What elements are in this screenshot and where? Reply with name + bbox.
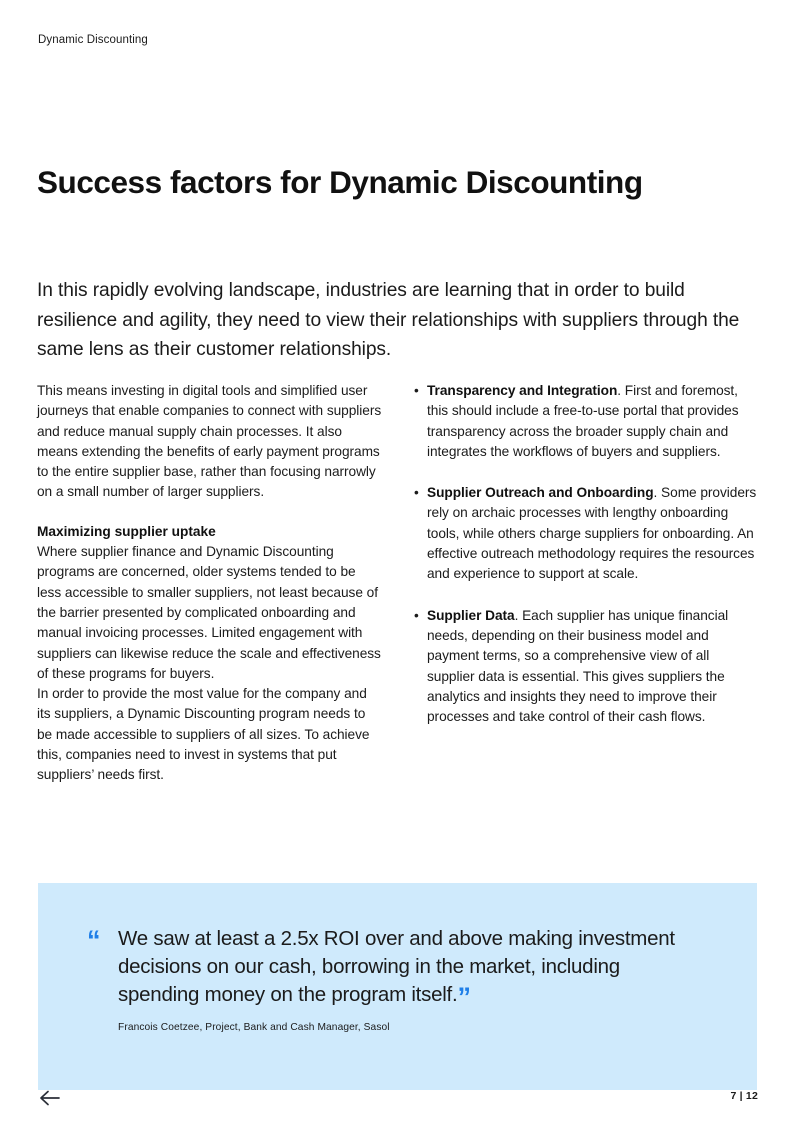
arrow-left-icon[interactable] xyxy=(37,1088,63,1108)
bullet-lead-label: Supplier Data xyxy=(427,607,515,623)
bullet-body-text: . Each supplier has unique financial needs, depending on their business model and payment terms, so a comprehensive view of all supplier data is essential. This gives suppliers the analytics and insights they need to improve their processes and take control of their cash flows. xyxy=(427,607,729,725)
bullet-lead-label: Transparency and Integration xyxy=(427,383,618,398)
bullet-lead-label: Supplier Outreach and Onboarding xyxy=(427,485,654,501)
left-paragraph-2: Where supplier finance and Dynamic Discounting programs are concerned, older systems tended to be less accessible to smaller suppliers, not least because of the barrier presented by complicated onboarding and manual invoicing processes. Limited engagement with suppliers can likewise reduce the scale and effectiveness of these programs for buyers. xyxy=(37,544,381,681)
pull-quote-text-block: “ We saw at least a 2.5x ROI over and above making investment decisions on our cash, borrowing in the market, including spending money on the program itself.” xyxy=(87,925,675,1012)
list-item xyxy=(413,381,759,462)
pull-quote-content xyxy=(87,925,678,1035)
list-item xyxy=(413,483,759,584)
page-footer xyxy=(37,1088,758,1110)
left-paragraph-3: In order to provide the most value for the company and its suppliers, a Dynamic Discounting program needs to be made accessible to suppliers of all sizes. To achieve this, companies need to invest in systems that put suppliers’ needs first. xyxy=(37,686,370,783)
bullet-body-text: . First and foremost, this should include a free-to-use portal that provides transparency across the broader supply chain and integrates the workflows of buyers and suppliers. xyxy=(427,383,739,459)
left-section-uptake xyxy=(37,522,382,684)
page-title: Success factors for Dynamic Discounting xyxy=(37,164,643,200)
two-column-body xyxy=(37,381,759,786)
left-paragraph-1: This means investing in digital tools and simplified user journeys that enable companies to connect with suppliers and reduce manual supply chain processes. It also means extending the benefits of early payment programs to the entire supplier base, rather than focusing narrowly on a small number of larger suppliers. xyxy=(37,383,382,500)
page-number-indicator: 7 | 12 xyxy=(730,1090,758,1102)
right-column xyxy=(413,381,759,786)
success-factors-list xyxy=(413,381,759,727)
lead-paragraph: In this rapidly evolving landscape, industries are learning that in order to build resilience and agility, they need to view their relationships with suppliers through the same lens as their customer relationships. xyxy=(37,280,740,360)
running-header: Dynamic Discounting xyxy=(38,34,148,46)
bullet-body-text: . Some providers rely on archaic processes with lengthy onboarding tools, while others charge suppliers for onboarding. An effective outreach methodology requires the resources and experience to support at scale. xyxy=(427,485,757,582)
subheading-maximizing-supplier-uptake: Maximizing supplier uptake xyxy=(37,523,216,539)
pull-quote-attribution: Francois Coetzee, Project, Bank and Cash Manager, Sasol xyxy=(118,1022,390,1033)
pull-quote-panel xyxy=(38,883,757,1090)
left-column xyxy=(37,381,382,786)
pull-quote-text: We saw at least a 2.5x ROI over and above making investment decisions on our cash, borrowing in the market, including spending money on the program itself. xyxy=(118,927,675,1006)
list-item xyxy=(413,606,759,728)
